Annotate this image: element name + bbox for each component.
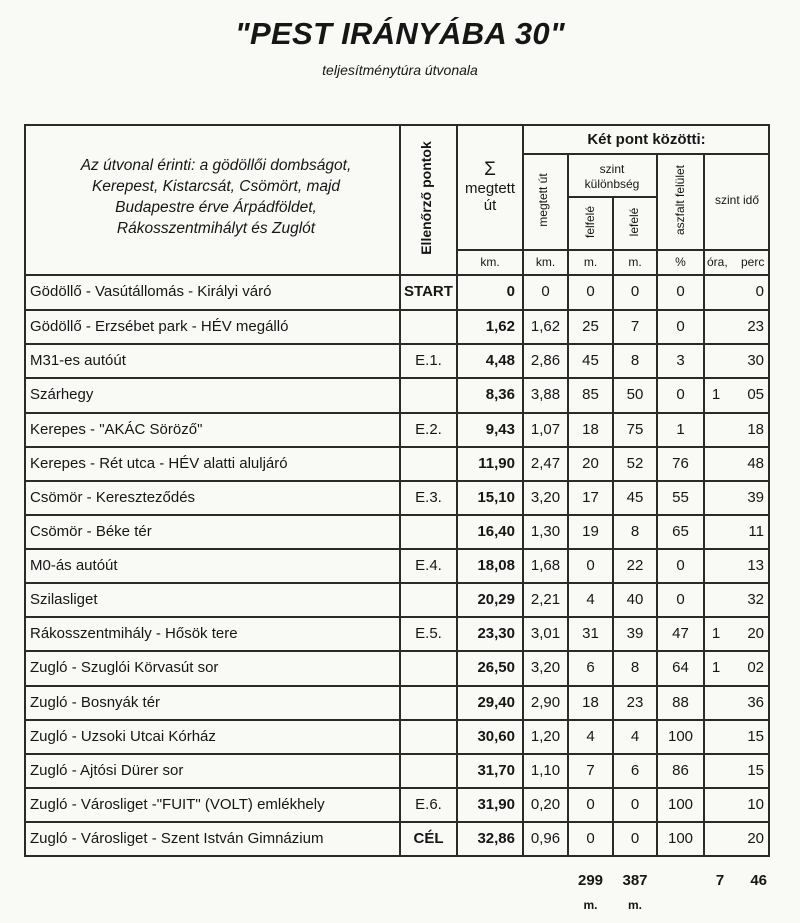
cell-down: 45 [626, 489, 644, 506]
cell-place: Kerepes - "AKÁC Söröző" [30, 421, 203, 438]
cell-dist: 1,62 [530, 318, 561, 335]
cell-dist: 3,20 [530, 659, 561, 676]
cell-up: 0 [586, 283, 595, 300]
cell-place: Csömör - Kereszteződés [30, 489, 196, 506]
cell-cum: 31,90 [477, 796, 515, 813]
sum-symbol: Σ [484, 159, 496, 180]
cell-up: 6 [586, 659, 595, 676]
cell-up: 85 [582, 386, 599, 403]
cell-m: 13 [747, 557, 764, 574]
cell-up: 4 [586, 728, 595, 745]
cell-down: 8 [630, 659, 640, 676]
cell-cum: 18,08 [477, 557, 515, 574]
cell-place: Szilasliget [30, 591, 98, 608]
row-divider [456, 249, 770, 251]
route-description-line: Az útvonal érinti: a gödöllői dombságot, [80, 157, 352, 174]
cell-dist: 0,96 [530, 830, 561, 847]
cell-place: M0-ás autóút [30, 557, 118, 574]
cell-dist: 2,86 [530, 352, 561, 369]
cell-cum: 32,86 [477, 830, 515, 847]
row-divider [24, 719, 770, 721]
cell-down: 22 [626, 557, 644, 574]
column-divider [522, 124, 524, 856]
route-description-line: Budapestre érve Árpádföldet, [115, 199, 317, 216]
cell-m: 15 [747, 762, 764, 779]
cell-m: 30 [747, 352, 764, 369]
cell-cp: START [404, 283, 453, 300]
route-description-line: Kerepest, Kistarcsát, Csömört, majd [91, 178, 341, 195]
cell-dist: 1,30 [530, 523, 561, 540]
cell-h: 1 [711, 659, 721, 676]
cell-up: 17 [582, 489, 599, 506]
cell-m: 32 [747, 591, 764, 608]
cell-cum: 29,40 [477, 694, 515, 711]
cell-cum: 0 [506, 283, 515, 300]
cell-paved: 88 [672, 694, 689, 711]
cell-down: 39 [626, 625, 644, 642]
cell-h: 1 [711, 386, 721, 403]
cell-paved: 0 [676, 283, 685, 300]
cell-cum: 4,48 [485, 352, 515, 369]
row-divider [24, 480, 770, 482]
cell-paved: 100 [667, 796, 694, 813]
total-descent-unit: m. [627, 898, 642, 912]
cell-dist: 1,10 [530, 762, 561, 779]
cell-up: 4 [586, 591, 595, 608]
cell-down: 0 [630, 796, 640, 813]
cell-place: Csömör - Béke tér [30, 523, 152, 540]
cell-place: Zugló - Szuglói Körvasút sor [30, 659, 219, 676]
cell-dist: 1,07 [530, 421, 561, 438]
cell-cum: 1,62 [485, 318, 515, 335]
row-divider [24, 821, 770, 823]
total-ascent-unit: m. [583, 898, 598, 912]
cell-dist: 1,20 [530, 728, 561, 745]
cell-m: 36 [747, 694, 764, 711]
cell-dist: 1,68 [530, 557, 561, 574]
cell-paved: 100 [667, 728, 694, 745]
column-divider [399, 124, 401, 856]
cell-m: 02 [747, 659, 764, 676]
descent-header: lefelé [627, 207, 641, 237]
cell-place: Zugló - Bosnyák tér [30, 694, 161, 711]
cell-cum: 16,40 [477, 523, 515, 540]
elevation-header-line2: különbség [584, 177, 640, 191]
cell-down: 0 [630, 830, 640, 847]
cell-cum: 23,30 [477, 625, 515, 642]
cell-cp: E.2. [415, 421, 442, 438]
cell-down: 50 [626, 386, 644, 403]
cell-up: 0 [586, 796, 595, 813]
cell-down: 8 [630, 523, 640, 540]
row-divider [567, 196, 656, 198]
cell-cp: E.6. [415, 796, 442, 813]
cell-dist: 3,01 [530, 625, 561, 642]
unit-cumulative: km. [480, 255, 500, 269]
cell-paved: 55 [672, 489, 689, 506]
unit-paved: % [675, 255, 686, 269]
route-description [28, 155, 404, 239]
cell-down: 7 [630, 318, 640, 335]
cell-up: 31 [582, 625, 599, 642]
cell-place: Zugló - Városliget -"FUIT" (VOLT) emlékhely [30, 796, 325, 813]
cell-down: 75 [626, 421, 644, 438]
cell-cum: 20,29 [477, 591, 515, 608]
unit-descent: m. [628, 255, 642, 269]
cell-paved: 86 [672, 762, 689, 779]
cell-cp: E.3. [415, 489, 442, 506]
unit-minutes: perc [741, 255, 765, 269]
cell-paved: 0 [676, 318, 685, 335]
cell-down: 8 [630, 352, 640, 369]
cell-up: 20 [582, 455, 599, 472]
cell-paved: 0 [676, 591, 685, 608]
cell-cum: 8,36 [485, 386, 515, 403]
cell-cum: 26,50 [477, 659, 515, 676]
row-divider [24, 548, 770, 550]
row-divider [24, 377, 770, 379]
cell-paved: 1 [676, 421, 685, 438]
cell-place: Zugló - Ajtósi Dürer sor [30, 762, 184, 779]
distance-header: megtett út [536, 173, 550, 227]
cell-m: 18 [747, 421, 764, 438]
cell-cum: 9,43 [485, 421, 515, 438]
cumulative-header-line1: megtett [464, 180, 516, 197]
row-divider [24, 685, 770, 687]
document-subtitle: teljesítménytúra útvonala [322, 62, 478, 78]
cell-place: Gödöllő - Vasútállomás - Királyi váró [30, 283, 272, 300]
cell-cp: E.1. [415, 352, 442, 369]
row-divider [24, 343, 770, 345]
cell-paved: 64 [672, 659, 689, 676]
row-divider [24, 616, 770, 618]
total-descent: 387 [622, 872, 648, 889]
cell-h: 1 [711, 625, 721, 642]
cell-down: 52 [626, 455, 644, 472]
cell-dist: 3,88 [530, 386, 561, 403]
column-divider [703, 153, 705, 856]
row-divider [24, 274, 770, 276]
cell-m: 10 [747, 796, 764, 813]
cell-cum: 31,70 [477, 762, 515, 779]
column-divider [567, 153, 569, 856]
cell-down: 23 [626, 694, 644, 711]
elevation-header-line1: szint [599, 162, 625, 176]
ascent-header: felfelé [583, 205, 597, 239]
cell-paved: 76 [672, 455, 689, 472]
cell-m: 48 [747, 455, 764, 472]
cell-up: 18 [582, 694, 599, 711]
cell-m: 23 [747, 318, 764, 335]
total-ascent: 299 [577, 872, 604, 889]
cell-up: 0 [586, 830, 595, 847]
cell-dist: 2,21 [530, 591, 561, 608]
cell-m: 20 [747, 625, 764, 642]
cell-paved: 47 [672, 625, 689, 642]
cell-m: 39 [747, 489, 764, 506]
cumulative-header-line2: út [483, 197, 497, 214]
cell-up: 7 [586, 762, 595, 779]
cell-cum: 30,60 [477, 728, 515, 745]
row-divider [24, 412, 770, 414]
column-divider [656, 153, 658, 856]
cell-dist: 0,20 [530, 796, 561, 813]
cell-place: Zugló - Városliget - Szent István Gimnázium [30, 830, 324, 847]
cell-cp: E.4. [415, 557, 442, 574]
cell-dist: 0 [541, 283, 550, 300]
cell-dist: 2,90 [530, 694, 561, 711]
paved-header: aszfalt felület [673, 164, 687, 236]
unit-hours: óra, [707, 255, 728, 269]
cell-up: 45 [582, 352, 599, 369]
checkpoints-header: Ellenőrző pontok [418, 141, 434, 255]
document-title: "PEST IRÁNYÁBA 30" [235, 16, 565, 51]
cell-dist: 3,20 [530, 489, 561, 506]
cell-cum: 11,90 [478, 455, 515, 472]
cell-m: 15 [747, 728, 764, 745]
cell-up: 19 [582, 523, 599, 540]
cell-cp: CÉL [413, 830, 444, 847]
cell-cp: E.5. [415, 625, 442, 642]
cell-down: 6 [630, 762, 640, 779]
between-points-header: Két pont közötti: [587, 131, 706, 148]
unit-ascent: m. [583, 255, 598, 269]
row-divider [24, 514, 770, 516]
cell-paved: 0 [676, 386, 685, 403]
cell-place: Zugló - Uzsoki Utcai Kórház [30, 728, 216, 745]
row-divider [24, 309, 770, 311]
row-divider [24, 582, 770, 584]
row-divider [24, 787, 770, 789]
cell-paved: 0 [676, 557, 685, 574]
cell-m: 20 [747, 830, 764, 847]
cell-cum: 15,10 [477, 489, 515, 506]
cell-place: Rákosszentmihály - Hősök tere [30, 625, 238, 642]
time-header: szint idő [714, 193, 760, 207]
row-divider [522, 153, 770, 155]
cell-up: 25 [582, 318, 599, 335]
row-divider [24, 753, 770, 755]
cell-place: Gödöllő - Erzsébet park - HÉV megálló [30, 318, 289, 335]
cell-down: 40 [626, 591, 644, 608]
cell-place: M31-es autóút [30, 352, 126, 369]
cell-place: Kerepes - Rét utca - HÉV alatti aluljáró [30, 455, 288, 472]
cell-m: 0 [755, 283, 764, 300]
cell-dist: 2,47 [530, 455, 561, 472]
row-divider [24, 650, 770, 652]
cell-place: Szárhegy [30, 386, 94, 403]
cell-paved: 3 [676, 352, 685, 369]
cell-paved: 100 [667, 830, 694, 847]
column-divider [456, 124, 458, 856]
route-description-line: Rákosszentmihályt és Zuglót [116, 220, 316, 237]
cell-down: 0 [630, 283, 640, 300]
cell-m: 11 [748, 523, 764, 540]
total-minutes: 46 [750, 872, 767, 889]
unit-distance: km. [535, 255, 556, 269]
row-divider [24, 446, 770, 448]
cell-m: 05 [747, 386, 764, 403]
column-divider [612, 196, 614, 856]
total-hours: 7 [715, 872, 725, 889]
cell-down: 4 [630, 728, 640, 745]
cell-up: 0 [586, 557, 595, 574]
cell-paved: 65 [672, 523, 689, 540]
cell-up: 18 [582, 421, 599, 438]
